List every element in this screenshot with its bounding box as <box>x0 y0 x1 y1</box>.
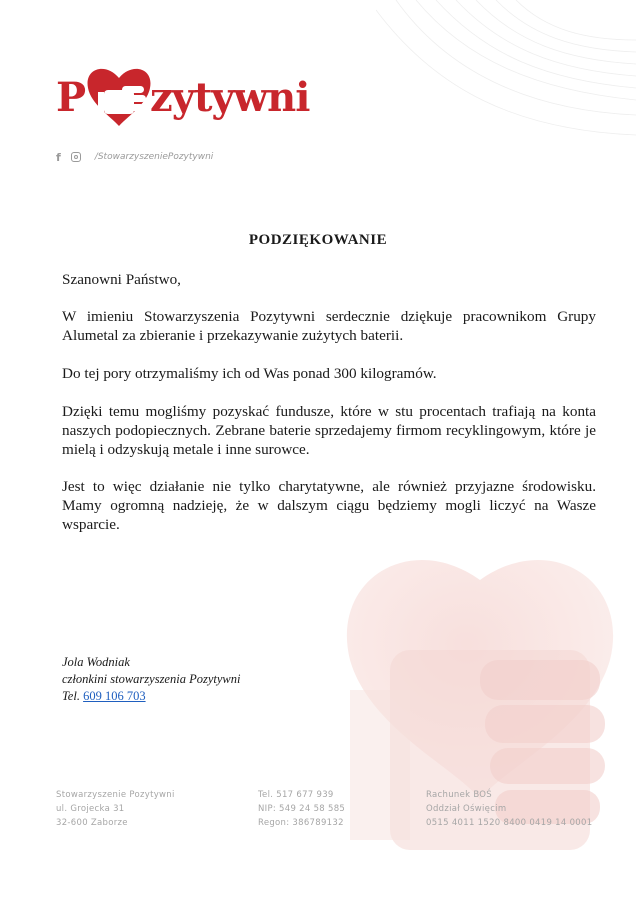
footer-contact-line: Regon: 386789132 <box>258 818 344 828</box>
heart-thumb-icon <box>82 60 156 132</box>
footer-bank-line: Rachunek BOŚ <box>426 790 492 800</box>
letter-title: PODZIĘKOWANIE <box>248 232 388 248</box>
instagram-icon[interactable] <box>71 152 81 162</box>
letter-greeting: Szanowni Państwo, <box>62 271 181 288</box>
pozytywni-logo <box>56 58 326 134</box>
logo-wordmark: zytywni <box>150 74 310 121</box>
decorative-curves <box>376 0 636 180</box>
footer-contact-line: Tel. 517 677 939 <box>258 790 334 800</box>
footer-address-line: 32-600 Zaborze <box>56 818 128 828</box>
logo-letter-p: P <box>56 74 86 121</box>
footer-contact-line: NIP: 549 24 58 585 <box>258 804 346 814</box>
footer-address <box>56 788 175 830</box>
signature-name: Jola Wodniak <box>62 655 130 669</box>
letter-paragraph: Do tej pory otrzymaliśmy ich od Was ponad 300 kilogramów. <box>62 365 437 382</box>
footer-bank-line: Oddział Oświęcim <box>426 804 507 814</box>
letter-paragraph: Jest to więc działanie nie tylko charytatywne, ale również przyjazne środowisku. Mamy ogromną nadzieję, że w dalszym ciągu będziemy mogli liczyć na Wasze wsparcie. <box>62 478 596 533</box>
phone-label: Tel. <box>62 689 80 703</box>
footer-contact <box>258 788 345 830</box>
footer-bank <box>426 788 592 830</box>
phone-link[interactable]: 609 106 703 <box>83 689 146 703</box>
footer-bank-line: 0515 4011 1520 8400 0419 14 0001 <box>426 818 593 828</box>
signature-phone-line <box>62 688 146 705</box>
facebook-icon[interactable]: f <box>56 150 61 164</box>
footer-address-line: ul. Grojecka 31 <box>56 804 125 814</box>
letter-paragraph: W imieniu Stowarzyszenia Pozytywni serdecznie dziękuje pracownikom Grupy Alumetal za zbieranie i przekazywanie zużytych baterii. <box>62 308 596 344</box>
signature-role: członkini stowarzyszenia Pozytywni <box>62 672 241 686</box>
social-links <box>56 150 213 164</box>
letter-paragraph: Dzięki temu mogliśmy pozyskać fundusze, które w stu procentach trafiają na konta naszych podopiecznych. Zebrane baterie sprzedajemy firmom recyklingowym, które je mielą i odzyskują metale i inne surowce. <box>62 403 596 458</box>
footer-address-line: Stowarzyszenie Pozytywni <box>56 790 175 800</box>
social-handle: /StowarzyszeniePozytywni <box>94 152 214 162</box>
